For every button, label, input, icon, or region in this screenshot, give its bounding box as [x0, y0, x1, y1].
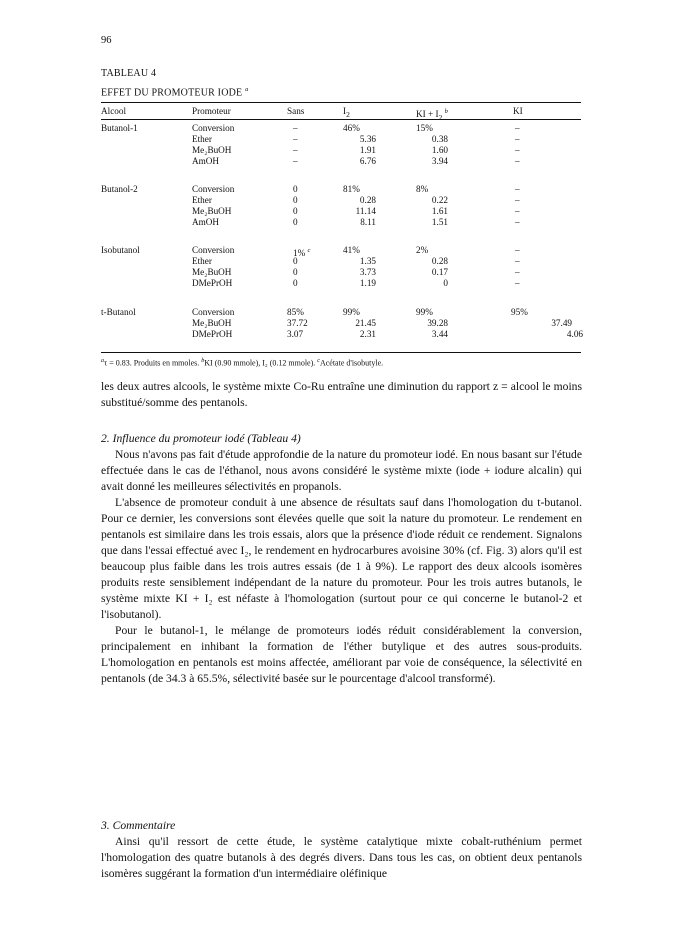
cell-sans: 0 — [293, 195, 298, 205]
cell-i2: 99% — [343, 307, 360, 317]
footnote-mark: a — [245, 86, 249, 93]
cell-ki-i2: 39.28 — [427, 318, 448, 328]
cell-ki: – — [515, 145, 520, 155]
cell-promoteur: Ether — [192, 195, 212, 205]
cell-sans: – — [293, 145, 298, 155]
cell-ki: – — [515, 195, 520, 205]
table-title — [101, 66, 249, 101]
cell-i2: 0.28 — [359, 195, 376, 205]
table-caption: EFFET DU PROMOTEUR IODE $^a$ — [101, 86, 249, 99]
cell-promoteur: Conversion — [192, 123, 235, 133]
cell-ki: – — [515, 267, 520, 277]
cell-sans: 0 — [293, 267, 298, 277]
cell-ki: – — [515, 217, 520, 227]
cell-promoteur: AmOH — [192, 156, 220, 166]
alcool-label: Butanol-2 — [101, 184, 138, 194]
cell-promoteur: Me₂BuOH — [192, 318, 232, 328]
section-2-heading: 2. Influence du promoteur iodé (Tableau 4) — [101, 432, 301, 445]
cell-ki-i2: 0 — [443, 278, 448, 288]
table-label: TABLEAU 4 — [101, 68, 157, 79]
cell-i2: 21.45 — [355, 318, 376, 328]
cell-i2: 46% — [343, 123, 360, 133]
cell-ki: – — [515, 256, 520, 266]
table-header-rule — [101, 119, 581, 120]
footnote-mark: c — [307, 247, 311, 254]
cell-ki: – — [515, 134, 520, 144]
alcool-label: Isobutanol — [101, 245, 140, 255]
paragraph-intro: les deux autres alcools, le système mixte Co-Ru entraîne une diminution du rapport z = alcool le moins substitué/somme des pentanols. — [101, 380, 582, 409]
section-2-paragraph: L'absence de promoteur conduit à une absence de résultats sauf dans l'homologation du t-butanol. Pour ce dernier, les conversions sont élevées quelle que soit la nature du promoteur. Le rendement en pentanols est similaire dans les trois essais, alors que la présence d'iode réduit ce rendement. Signalons que dans l'essai effectué avec I₂, le rendement en hydrocarbures avoisine 30% (cf. Fig. 3) alors qu'il est beaucoup plus faible dans les trois autres essais (de 1 à 9%). Le rapport des deux alcools isomères produits reste sensiblement indépendant de la nature du promoteur. Pour les trois autres butanols, le système mixte KI + I₂ est néfaste à l'homologation (surtout pour ce qui concerne le butanol-2 et l'isobutanol). — [101, 496, 582, 621]
header-sans: Sans — [287, 106, 305, 116]
cell-i2: 41% — [343, 245, 360, 255]
cell-promoteur: Me₂BuOH — [192, 145, 232, 155]
cell-sans: 3.07 — [287, 329, 304, 339]
section-2-paragraph: Nous n'avons pas fait d'étude approfondie de la nature du promoteur iodé. En nous basant sur l'étude effectuée dans le cas de l'éthanol, nous avons considéré le système mixte (iode + iodure alcalin) qui avait donné les meilleures sélectivités en propanols. — [101, 448, 582, 493]
cell-sans: – — [293, 123, 298, 133]
cell-i2: 1.91 — [359, 145, 376, 155]
cell-sans: 0 — [293, 217, 298, 227]
cell-i2: 1.35 — [359, 256, 376, 266]
cell-ki-i2: 1.61 — [431, 206, 448, 216]
cell-sans: 37.72 — [287, 318, 308, 328]
cell-sans: 0 — [293, 256, 298, 266]
cell-ki-i2: 1.60 — [431, 145, 448, 155]
cell-ki: – — [515, 156, 520, 166]
header-ki: KI — [513, 106, 523, 116]
section-3-heading: 3. Commentaire — [101, 819, 176, 832]
cell-promoteur: Conversion — [192, 245, 235, 255]
cell-promoteur: DMePrOH — [192, 278, 233, 288]
alcool-label: t-Butanol — [101, 307, 136, 317]
cell-sans: – — [293, 134, 298, 144]
cell-ki-i2: 0.28 — [431, 256, 448, 266]
header-i2: $I_2$ — [343, 106, 350, 119]
cell-promoteur: Me₂BuOH — [192, 206, 232, 216]
cell-ki-i2: 8% — [416, 184, 429, 194]
table-footnote: $^a$τ = 0.83. Produits en mmoles. $^b$KI (0.90 mmole), I₂ (0.12 mmole). $^c$Acétate d'isobutyle. — [101, 358, 384, 368]
cell-promoteur: Conversion — [192, 307, 235, 317]
cell-i2: 6.76 — [359, 156, 376, 166]
cell-ki: 95% — [511, 307, 528, 317]
cell-ki-i2: 0.38 — [431, 134, 448, 144]
cell-promoteur: Conversion — [192, 184, 235, 194]
cell-ki-i2: 15% — [416, 123, 433, 133]
cell-i2: 2.31 — [359, 329, 376, 339]
table-bottom-rule — [101, 352, 581, 353]
cell-ki: – — [515, 278, 520, 288]
cell-ki-i2: 3.94 — [431, 156, 448, 166]
header-promoteur: Promoteur — [192, 106, 231, 116]
cell-ki: – — [515, 184, 520, 194]
cell-ki-i2: 0.22 — [431, 195, 448, 205]
cell-sans: 0 — [293, 278, 298, 288]
cell-ki: – — [515, 123, 520, 133]
cell-ki: 4.06 — [566, 329, 583, 339]
cell-promoteur: AmOH — [192, 217, 220, 227]
cell-promoteur: Ether — [192, 134, 212, 144]
cell-sans: 0 — [293, 206, 298, 216]
alcool-label: Butanol-1 — [101, 123, 138, 133]
cell-promoteur: Ether — [192, 256, 212, 266]
section-2-paragraph: Pour le butanol-1, le mélange de promoteurs iodés réduit considérablement la conversion, principalement en inhibant la formation de l'éther butylique et des autres sous-produits. L'homologation en pentanols est moins affectée, améliorant par voie de conséquence, la sélectivité en pentanols (de 34.3 à 65.5%, sélectivité basée sur le pourcentage d'alcool transformé). — [101, 624, 582, 685]
page-number: 96 — [101, 35, 112, 46]
section-3-body — [101, 834, 582, 882]
cell-ki-i2: 99% — [416, 307, 433, 317]
cell-promoteur: DMePrOH — [192, 329, 233, 339]
cell-ki: – — [515, 245, 520, 255]
cell-i2: 11.14 — [355, 206, 376, 216]
section-3-paragraph: Ainsi qu'il ressort de cette étude, le système catalytique mixte cobalt-ruthénium permet l'homologation des quatre butanols à des degrés divers. Dans tous les cas, on obtient deux pentanols isomères suggérant la formation d'un intermédiaire oléfinique — [101, 835, 582, 880]
table-top-rule — [101, 102, 581, 103]
header-ki-i2: KI + $I_2$ $^b$ — [416, 108, 448, 122]
cell-sans: 0 — [293, 184, 298, 194]
cell-sans: 1% $^c$ — [293, 247, 311, 259]
cell-i2: 8.11 — [360, 217, 376, 227]
cell-ki: 37.49 — [551, 318, 572, 328]
cell-ki-i2: 0.17 — [431, 267, 448, 277]
cell-ki-i2: 2% — [416, 245, 429, 255]
cell-i2: 5.36 — [359, 134, 376, 144]
cell-ki-i2: 3.44 — [431, 329, 448, 339]
cell-ki-i2: 1.51 — [431, 217, 448, 227]
header-alcool: Alcool — [101, 106, 127, 116]
cell-i2: 81% — [343, 184, 360, 194]
cell-sans: – — [293, 156, 298, 166]
cell-promoteur: Me₂BuOH — [192, 267, 232, 277]
cell-i2: 1.19 — [359, 278, 376, 288]
cell-sans: 85% — [287, 307, 304, 317]
cell-i2: 3.73 — [359, 267, 376, 277]
cell-ki: – — [515, 206, 520, 216]
section-2-body — [101, 447, 582, 687]
